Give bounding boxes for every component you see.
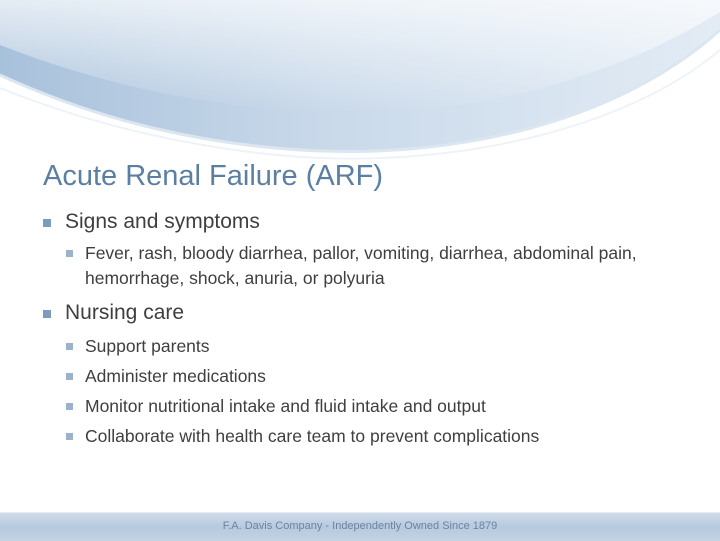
list-item: [43, 424, 693, 449]
section-heading-label: Signs and symptoms: [65, 210, 260, 233]
square-bullet-icon: [43, 219, 51, 227]
list-item-text: Fever, rash, bloody diarrhea, pallor, vomiting, diarrhea, abdominal pain, hemorrhage, shock, anuria, or polyuria: [85, 243, 637, 288]
bullet-list: [43, 208, 693, 449]
square-bullet-icon: [66, 373, 73, 380]
list-item-text: Administer medications: [85, 366, 266, 386]
section-heading-nursing-care: [43, 299, 693, 326]
section-heading-label: Nursing care: [65, 301, 185, 324]
square-bullet-icon: [66, 343, 73, 350]
list-item: [43, 364, 693, 389]
slide-title: Acute Renal Failure (ARF): [43, 160, 384, 192]
square-bullet-icon: [43, 310, 51, 318]
list-item-symptoms: [43, 241, 693, 291]
list-item-text: Monitor nutritional intake and fluid intake and output: [85, 396, 486, 416]
list-item: [43, 394, 693, 419]
list-item: [43, 334, 693, 359]
list-item-text: Collaborate with health care team to prevent complications: [85, 426, 540, 446]
square-bullet-icon: [66, 403, 73, 410]
footer-bar: [0, 512, 720, 541]
section-heading-signs: [43, 208, 693, 235]
list-item-text: Support parents: [85, 336, 210, 356]
header-swoosh-decoration: [0, 0, 720, 170]
square-bullet-icon: [66, 433, 73, 440]
footer-text: F.A. Davis Company - Independently Owned Since 1879: [222, 520, 498, 532]
square-bullet-icon: [66, 250, 73, 257]
